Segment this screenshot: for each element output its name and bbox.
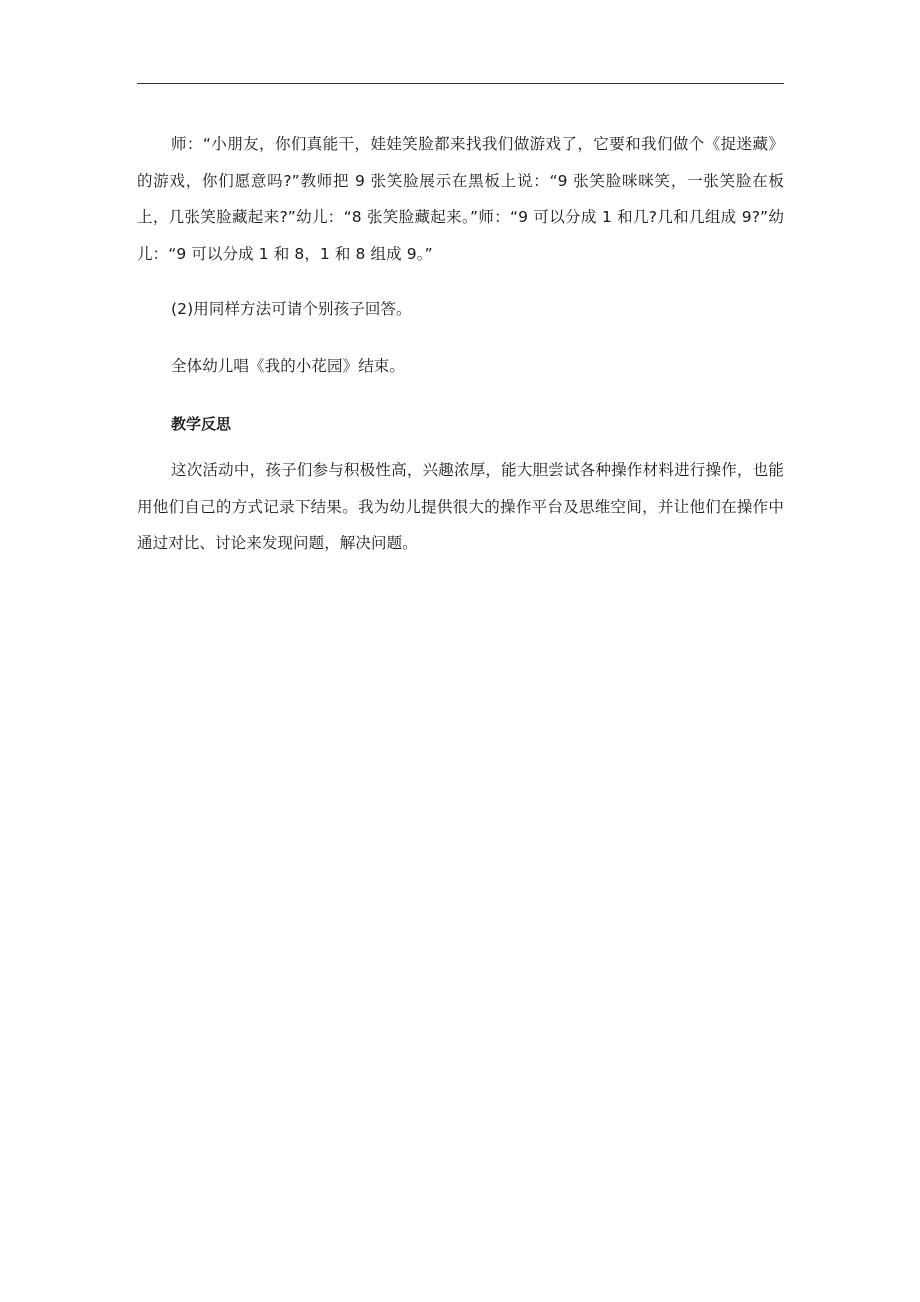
closing-paragraph: 全体幼儿唱《我的小花园》结束。	[171, 356, 406, 375]
reflection-paragraph: 这次活动中，孩子们参与积极性高，兴趣浓厚，能大胆尝试各种操作材料进行操作，也能用他们自己的方式记录下结果。我为幼儿提供很大的操作平台及思维空间，并让他们在操作中通过对比、讨论来发现问题，解决问题。	[137, 461, 784, 552]
header-rule	[137, 83, 784, 84]
document-body	[137, 126, 784, 562]
dialogue-paragraph: 师：“小朋友，你们真能干，娃娃笑脸都来找我们做游戏了，它要和我们做个《捉迷藏》的游戏，你们愿意吗?”教师把 9 张笑脸展示在黑板上说：“9 张笑脸咪咪笑，一张笑脸在板上，几张笑脸藏起来?”幼儿：“8 张笑脸藏起来。”师：“9 可以分成 1 和几?几和几组成 9?”幼儿：“9 可以分成 1 和 8，1 和 8 组成 9。”	[137, 135, 784, 263]
section-heading: 教学反思	[171, 415, 232, 433]
instruction-paragraph: (2)用同样方法可请个别孩子回答。	[171, 300, 412, 318]
